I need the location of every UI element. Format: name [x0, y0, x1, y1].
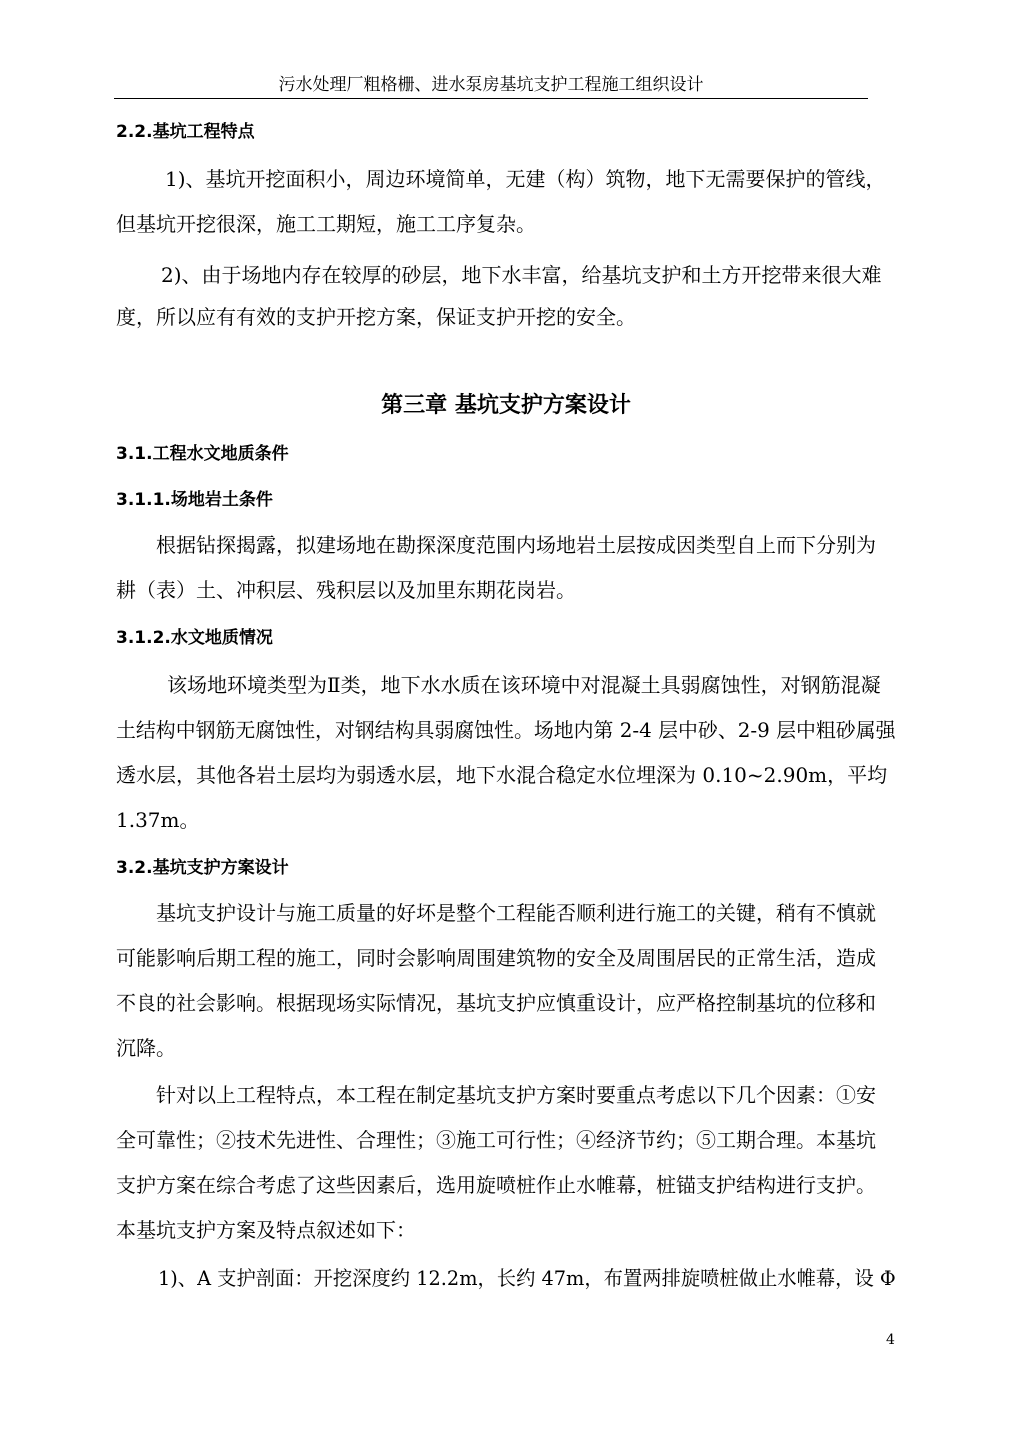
header-rule: [114, 98, 868, 99]
section-2-2-heading: 2.2.基坑工程特点: [116, 122, 255, 142]
paragraph-line: 度，所以应有有效的支护开挖方案，保证支护开挖的安全。: [116, 305, 636, 329]
paragraph-line: 透水层，其他各岩土层均为弱透水层，地下水混合稳定水位埋深为 0.10~2.90m，平均: [116, 763, 888, 787]
paragraph-line: 全可靠性；②技术先进性、合理性；③施工可行性；④经济节约；⑤工期合理。本基坑: [116, 1128, 876, 1152]
paragraph-line: 该场地环境类型为Ⅱ类，地下水水质在该环境中对混凝土具弱腐蚀性，对钢筋混凝: [167, 673, 881, 697]
section-3-2-heading: 3.2.基坑支护方案设计: [116, 858, 289, 878]
paragraph-line: 本基坑支护方案及特点叙述如下：: [116, 1218, 416, 1242]
paragraph-line: 沉降。: [116, 1036, 176, 1060]
page-number: 4: [886, 1332, 895, 1348]
paragraph-line: 1)、基坑开挖面积小，周边环境简单，无建（构）筑物，地下无需要保护的管线，: [165, 167, 886, 191]
paragraph-line: 1.37m。: [116, 808, 200, 832]
paragraph-line: 1)、A 支护剖面：开挖深度约 12.2m，长约 47m，布置两排旋喷桩做止水帷幕，设 Φ: [158, 1266, 896, 1290]
paragraph-line: 针对以上工程特点，本工程在制定基坑支护方案时要重点考虑以下几个因素：①安: [156, 1083, 876, 1107]
paragraph-line: 支护方案在综合考虑了这些因素后，选用旋喷桩作止水帷幕，桩锚支护结构进行支护。: [116, 1173, 876, 1197]
chapter-title: 第三章 基坑支护方案设计: [381, 393, 631, 418]
section-3-1-1-heading: 3.1.1.场地岩土条件: [116, 490, 273, 510]
paragraph-line: 耕（表）土、冲积层、残积层以及加里东期花岗岩。: [116, 578, 576, 602]
paragraph-line: 但基坑开挖很深，施工工期短，施工工序复杂。: [116, 212, 536, 236]
paragraph-line: 不良的社会影响。根据现场实际情况，基坑支护应慎重设计，应严格控制基坑的位移和: [116, 991, 876, 1015]
paragraph-line: 根据钻探揭露，拟建场地在勘探深度范围内场地岩土层按成因类型自上而下分别为: [156, 533, 876, 557]
paragraph-line: 土结构中钢筋无腐蚀性，对钢结构具弱腐蚀性。场地内第 2-4 层中砂、2-9 层中粗砂属强: [116, 718, 896, 742]
page-header-title: 污水处理厂粗格栅、进水泵房基坑支护工程施工组织设计: [278, 75, 704, 95]
paragraph-line: 可能影响后期工程的施工，同时会影响周围建筑物的安全及周围居民的正常生活，造成: [116, 946, 876, 970]
paragraph-line: 基坑支护设计与施工质量的好坏是整个工程能否顺利进行施工的关键，稍有不慎就: [156, 901, 876, 925]
paragraph-line: 2)、由于场地内存在较厚的砂层，地下水丰富，给基坑支护和土方开挖带来很大难: [161, 263, 882, 287]
section-3-1-2-heading: 3.1.2.水文地质情况: [116, 628, 273, 648]
section-3-1-heading: 3.1.工程水文地质条件: [116, 444, 289, 464]
